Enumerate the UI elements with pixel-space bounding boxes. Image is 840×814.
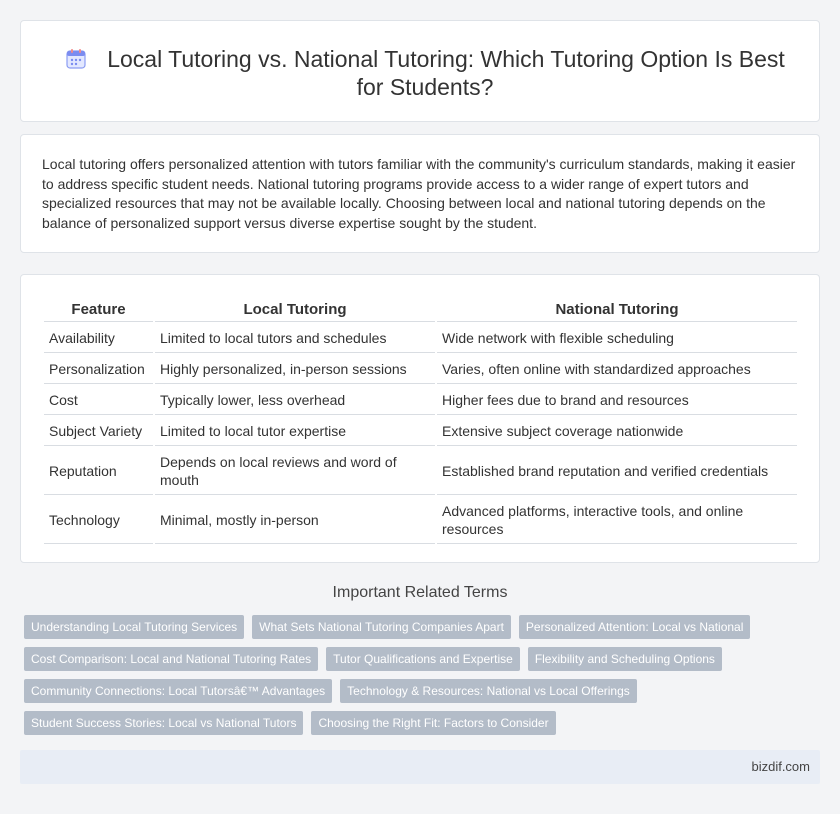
table-cell: Advanced platforms, interactive tools, and online resources — [437, 497, 797, 544]
related-terms-title: Important Related Terms — [332, 584, 508, 601]
table-cell: Established brand reputation and verified credentials — [437, 448, 797, 495]
page-title-text: Local Tutoring vs. National Tutoring: Which Tutoring Option Is Best for Students? — [107, 46, 785, 100]
table-row — [44, 497, 797, 544]
table-cell: Extensive subject coverage nationwide — [437, 417, 797, 446]
calendar-icon — [65, 48, 87, 70]
related-term-tag[interactable]: Student Success Stories: Local vs National Tutors — [24, 711, 303, 735]
table-cell: Varies, often online with standardized approaches — [437, 355, 797, 384]
table-row — [44, 386, 797, 415]
table-row — [44, 355, 797, 384]
table-cell: Availability — [44, 324, 153, 353]
table-row — [44, 417, 797, 446]
table-cell: Depends on local reviews and word of mouth — [155, 448, 435, 495]
intro-card — [20, 134, 820, 253]
table-cell: Wide network with flexible scheduling — [437, 324, 797, 353]
table-cell: Highly personalized, in-person sessions — [155, 355, 435, 384]
related-term-tag[interactable]: Technology & Resources: National vs Local Offerings — [340, 679, 637, 703]
page-title — [51, 45, 799, 101]
header-local: Local Tutoring — [155, 297, 435, 322]
related-term-tag[interactable]: Flexibility and Scheduling Options — [528, 647, 722, 671]
related-term-tag[interactable]: Tutor Qualifications and Expertise — [326, 647, 520, 671]
table-cell: Minimal, mostly in-person — [155, 497, 435, 544]
table-cell: Cost — [44, 386, 153, 415]
header-feature: Feature — [44, 297, 153, 322]
related-term-tag[interactable]: What Sets National Tutoring Companies Apart — [252, 615, 511, 639]
table-cell: Limited to local tutor expertise — [155, 417, 435, 446]
header-national: National Tutoring — [437, 297, 797, 322]
table-cell: Higher fees due to brand and resources — [437, 386, 797, 415]
table-row — [44, 448, 797, 495]
intro-paragraph: Local tutoring offers personalized attention with tutors familiar with the community's curriculum standards, making it easier to address specific student needs. National tutoring programs provide access to a wider range of expert tutors and specialized resources that may not be available locally. Choosing between local and national tutoring depends on the balance of personalized support versus diverse expertise sought by the student. — [42, 156, 796, 231]
table-cell: Typically lower, less overhead — [155, 386, 435, 415]
related-term-tag[interactable]: Cost Comparison: Local and National Tutoring Rates — [24, 647, 318, 671]
header-card — [20, 20, 820, 122]
related-term-tag[interactable]: Choosing the Right Fit: Factors to Consider — [311, 711, 555, 735]
footer-site-link[interactable]: bizdif.com — [751, 759, 810, 774]
title-wrap — [51, 45, 799, 101]
comparison-table-card — [20, 274, 820, 563]
table-cell: Personalization — [44, 355, 153, 384]
comparison-table — [42, 295, 799, 546]
footer — [20, 750, 820, 784]
table-cell: Subject Variety — [44, 417, 153, 446]
related-term-tag[interactable]: Understanding Local Tutoring Services — [24, 615, 244, 639]
table-header-row — [44, 297, 797, 322]
related-term-tag[interactable]: Community Connections: Local Tutorsâ€™ Advantages — [24, 679, 332, 703]
table-row — [44, 324, 797, 353]
table-cell: Limited to local tutors and schedules — [155, 324, 435, 353]
related-term-tag[interactable]: Personalized Attention: Local vs National — [519, 615, 750, 639]
related-terms-list — [24, 615, 794, 735]
table-cell: Technology — [44, 497, 153, 544]
table-cell: Reputation — [44, 448, 153, 495]
